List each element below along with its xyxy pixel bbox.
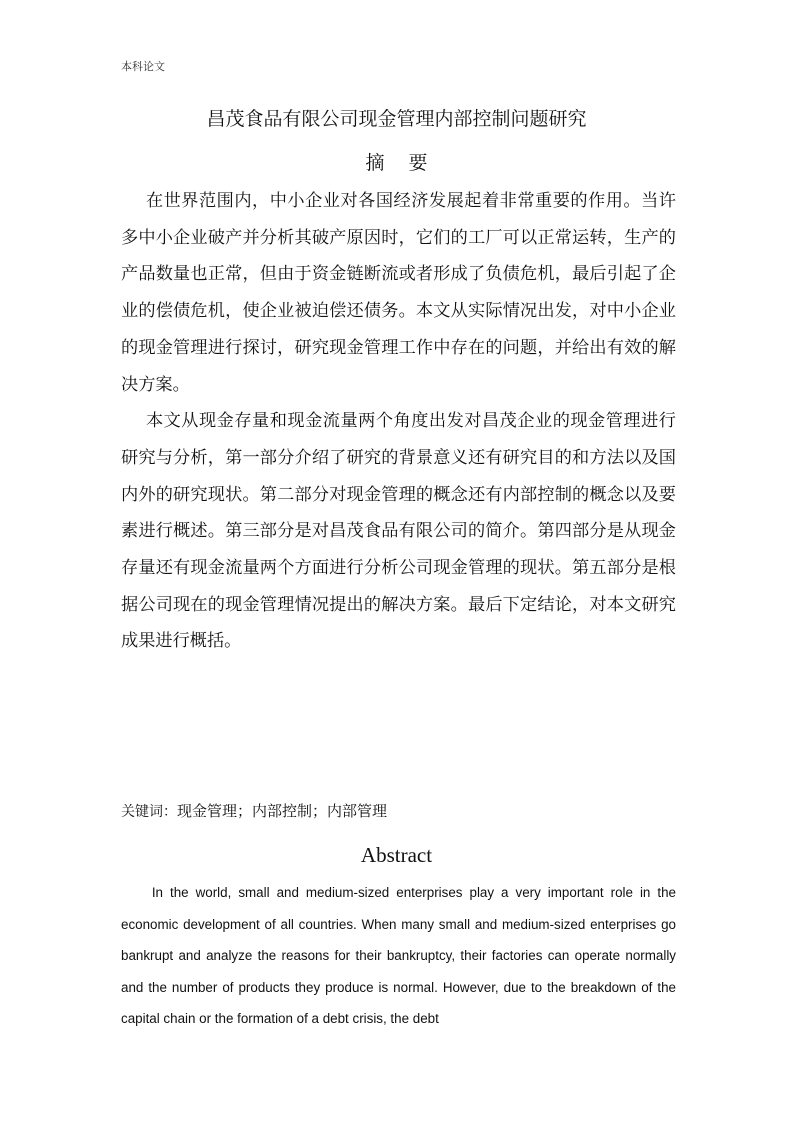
running-header: 本科论文	[121, 60, 165, 73]
keywords-line	[121, 800, 387, 821]
chinese-abstract-heading: 摘要	[365, 152, 452, 174]
english-abstract-heading: Abstract	[360, 843, 433, 867]
keywords-label: 关键词：	[121, 804, 177, 820]
chinese-abstract-body	[121, 183, 676, 660]
chinese-abstract-paragraph-2: 本文从现金存量和现金流量两个角度出发对昌茂企业的现金管理进行研究与分析，第一部分介绍了研究的背景意义还有研究目的和方法以及国内外的研究现状。第二部分对现金管理的概念还有内部控制的概念以及要素进行概述。第三部分是对昌茂食品有限公司的简介。第四部分是从现金存量还有现金流量两个方面进行分析公司现金管理的现状。第五部分是根据公司现在的现金管理情况提出的解决方案。最后下定结论，对本文研究成果进行概括。	[121, 411, 676, 652]
paper-title: 昌茂食品有限公司现金管理内部控制问题研究	[206, 108, 587, 130]
keywords-list: 现金管理；内部控制；内部管理	[177, 802, 388, 820]
english-abstract-paragraph-1: In the world, small and medium-sized enterprises play a very important role in the economic development of all countries. When many small and medium-sized enterprises go bankrupt and analyze the reasons for their bankruptcy, their factories can operate normally and the number of products they produce is normal. However, due to the breakdown of the capital chain or the formation of a debt crisis, the debt	[121, 885, 676, 1027]
english-abstract-body	[121, 877, 676, 1035]
chinese-abstract-paragraph-1: 在世界范围内，中小企业对各国经济发展起着非常重要的作用。当许多中小企业破产并分析其破产原因时，它们的工厂可以正常运转，生产的产品数量也正常，但由于资金链断流或者形成了负债危机，最后引起了企业的偿债危机，使企业被迫偿还债务。本文从实际情况出发，对中小企业的现金管理进行探讨，研究现金管理工作中存在的问题，并给出有效的解决方案。	[121, 191, 676, 395]
